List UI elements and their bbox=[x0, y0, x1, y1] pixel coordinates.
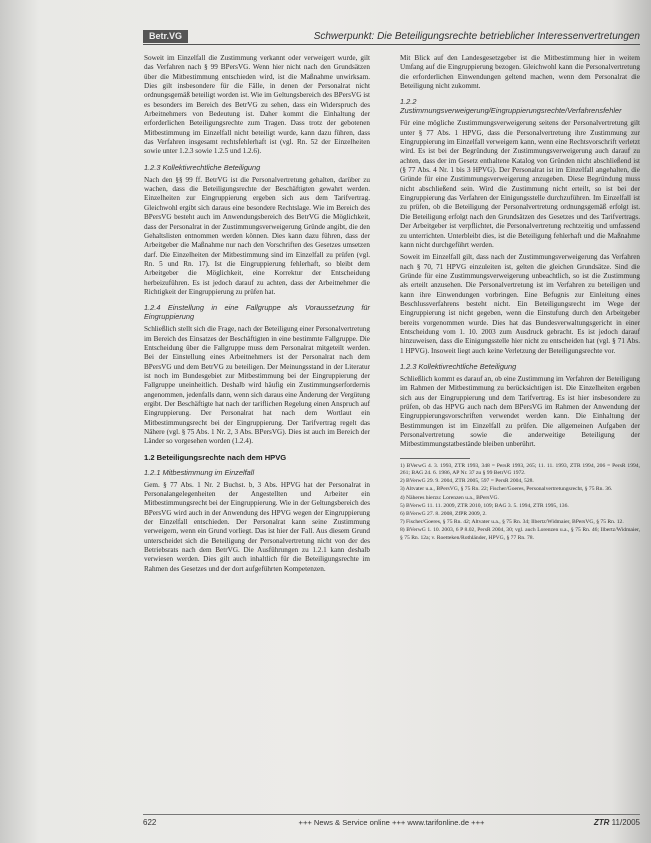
subsection-heading: 1.2.3 Kollektivrechtliche Beteiligung bbox=[400, 361, 517, 371]
footnote: 1) BVerwG 4. 3. 1993, ZTR 1993, 348 = PersR 1993, 265; 11. 11. 1993, ZTR 1994, 206 = PersR 1994, 261; BAG 24. 6. 1986, AP Nr. 37 zu § 99 BetrVG 1972. bbox=[400, 462, 640, 476]
footnote: 4) Näheres hierzu: Lorenzen u.a., BPersVG. bbox=[400, 494, 499, 501]
right-column bbox=[400, 54, 640, 543]
footnote: 2) BVerwG 29. 9. 2004, ZTR 2005, 597 = PersR 2004, 528. bbox=[400, 478, 534, 485]
footnote: 7) Fischer/Goeres, § 75 Rn. 42; Altvater u.a., § 75 Rn. 34; Ilbertz/Widmaier, BPersVG, § 75 Rn. 12. bbox=[400, 519, 624, 526]
subsection-heading: 1.2.3 Kollektivrechtliche Beteiligung bbox=[144, 162, 261, 172]
running-title: Schwerpunkt: Die Beteiligungsrechte betrieblicher Interessenvertretungen bbox=[313, 31, 640, 42]
footnote: 5) BVerwG 11. 11. 2009, ZTR 2010, 109; BAG 3. 5. 1994, ZTR 1995, 136. bbox=[400, 502, 569, 509]
issue-number: 11/2005 bbox=[611, 818, 640, 827]
paragraph: Schließlich kommt es darauf an, ob eine Zustimmung im Verfahren der Beteiligung im Rahmen der Mitbestimmung zu berücksichtigen ist. Die Einzelheiten ergeben sich aus der Eingruppierung und dem Tarifvertrag. Es ist hier insbesondere zu prüfen, ob das HPVG auch nach dem BPersVG im Rahmen der Anwendung der Eingruppierungsvorschriften verwendet werden kann. Die Einhaltung der Bestimmungen ist im Einzelfall zu prüfen. Die allgemeinen Aufgaben der Personalvertretung sowie die anderweitige Beteiligung der Mitbestimmungstatbestände bleiben unberührt. bbox=[400, 374, 640, 449]
footnote: 3) Altvater u.a., BPersVG, § 75 Rn. 22; Fischer/Goeres, Personalvertretungsrecht, § 75 Rn. 36. bbox=[400, 486, 613, 493]
paragraph: Gem. § 77 Abs. 1 Nr. 2 Buchst. b, 3 Abs. HPVG hat der Personalrat in Personalangelegenheiten der Angestellten und Arbeiter ein Mitbestimmungsrecht bei der Eingruppierung. Wie in der Geltungsbereich des BPersVG wird auch in der Anwendung des HPVG wegen der Eingruppierung der Einzelfall entschieden. Der Personalrat kann seine Zustimmung verweigern, wenn ein Grund vorliegt. Das ist hier der Fall. Aus diesem Grund unterscheidet sich die Beteiligung der Personalvertretung nicht von der des Betriebsrats nach dem BetrVG. Die Ausführungen zu 1.2.1 kann deshalb verwiesen werden. Dies gilt auch inhaltlich für die Beteiligungsrechte im Rahmen des Gesetzes und der dort aufgeführten Kompetenzen. bbox=[144, 480, 370, 573]
paragraph: Nach den §§ 99 ff. BetrVG ist die Personalvertretung gehalten, darüber zu wachen, dass die Beteiligungsrechte der Beschäftigten gewahrt werden. Einzelheiten zur Eingruppierung ergeben sich aus dem Tarifvertrag. Gleichwohl ergibt sich daraus eine besondere Rechtslage. Wie im Bereich des BPersVG besteht auch im Anwendungsbereich des BetrVG die Möglichkeit, dass der Personalrat in der Zustimmungsverweigerung Gründe angibt, die den Gehaltslisten entnommen werden können. Dies kann dazu führen, dass der Arbeitgeber die Maßnahme nur nach den Vorschriften des Gesetzes umsetzen darf. Die Einzelheiten der Mitbestimmung sind im Einzelfall zu prüfen (vgl. Rn. 5 und Rn. 17). Ist die Eingruppierung fehlerhaft, so bleibt dem Arbeitgeber die Möglichkeit, eine Korrektur der Entscheidung herbeizuführen. Es ist jedoch darauf zu achten, dass der Arbeitnehmer die Richtigkeit der Eingruppierung zu prüfen hat. bbox=[144, 175, 370, 296]
journal-logo: ZTR bbox=[593, 818, 610, 827]
paragraph: Soweit im Einzelfall gilt, dass nach der Zustimmungsverweigerung das Verfahren nach § 70, 71 HPVG einzuleiten ist, gelten die gleichen Grundsätze. Sind die Gründe für eine Zustimmungsverweigerung unbeachtlich, so ist die Zustimmung als erteilt anzusehen. Die Personalvertretung ist im Verfahren zu beteiligen und kann ihre Einwendungen vorbringen. Eine Befugnis zur Einleitung eines Beschlussverfahrens besteht nicht. Ein Beteiligungsrecht im Wege der Eingruppierung ist nicht gegeben, wenn die Einstufung durch den Arbeitgeber bereits vorgenommen wurde. Dies hat das Bundesverwaltungsgericht in einer Entscheidung vom 1. 10. 2003 zum Ausdruck gebracht. Es ist jedoch darauf hinzuweisen, dass die Einigungsstelle hier nicht zu entscheiden hat (vgl. § 71 Abs. 1 HPVG). Insoweit liegt auch keine Verletzung der Beteiligungsrechte vor. bbox=[400, 253, 640, 355]
footnote: 8) BVerwG 1. 10. 2003, 6 P 8.02, PersR 2004, 30; vgl. auch Lorenzen u.a., § 75 Rn. 46; Ilbertz/Widmaier, § 75 Rn. 12a; v. Roetteken/Rothländer, HPVG, § 77 Rn. 78. bbox=[400, 527, 640, 541]
paragraph: Schließlich stellt sich die Frage, nach der Beteiligung einer Personalvertretung im Bereich des Einsatzes der Beschäftigten in eine bestimmte Fallgruppe. Die Entscheidung über die Fallgruppe muss dem Personalrat mitgeteilt werden. Bei der Einstellung eines Arbeitnehmers ist der Personalrat nach dem BPersVG und dem BetrVG zu beteiligen. Der Meinungsstand in der Literatur ist noch im Bundesgebiet zur Mitbestimmung bei der Eingruppierung der Fallgruppe uneinheitlich. Deshalb wird häufig ein Zustimmungserfordernis angenommen, jedenfalls dann, wenn sich daraus eine Änderung der Vergütung ergibt. Der Beschäftigte hat nach der tariflichen Regelung einen Anspruch auf Eingruppierung. Der Personalrat hat nach dem Wortlaut ein Mitbestimmungsrecht bei der Eingruppierung. Der Tarifvertrag regelt das Nähere (vgl. § 75 Abs. 1 Nr. 2, 3 Abs. BPersVG). Dies ist auch im Bereich der Länder so vorgesehen worden (1.2.4). bbox=[144, 325, 370, 446]
page-header bbox=[143, 30, 640, 45]
footnotes bbox=[400, 463, 640, 542]
subsection-heading: 1.2.2 Zustimmungsverweigerung/Eingruppierungsrechte/Verfahrensfehler bbox=[400, 97, 622, 116]
issue-info bbox=[594, 816, 640, 830]
page-number: 622 bbox=[143, 818, 157, 827]
footer-advert: +++ News & Service online +++ www.tarifonline.de +++ bbox=[298, 818, 485, 827]
paragraph: Mit Blick auf den Landesgesetzgeber ist die Mitbestimmung hier in weitem Umfang auf die Eingruppierung bezogen. Gleichwohl kann die Personalvertretung die erforderlichen Einwendungen geltend machen, wenn dem Personalrat die Beteiligung nicht zukommt. bbox=[400, 54, 640, 91]
subsection-heading: 1.2.4 Einstellung in eine Fallgruppe als Voraussetzung für Eingruppierung bbox=[144, 303, 370, 322]
subsection-heading: 1.2.1 Mitbestimmung im Einzelfall bbox=[144, 467, 255, 477]
footnote: 6) BVerwG 27. 8. 2008, ZfPR 2009, 2. bbox=[400, 510, 487, 517]
section-heading: 1.2 Beteiligungsrechte nach dem HPVG bbox=[144, 452, 287, 462]
left-column bbox=[144, 54, 370, 577]
footnote-rule bbox=[400, 458, 470, 459]
page-footer bbox=[143, 814, 640, 829]
paragraph: Für eine mögliche Zustimmungsverweigerung seitens der Personalvertretung gilt unter § 77 Abs. 1 HPVG, dass die Personalvertretung ihre Zustimmung zur Eingruppierung im Einzelfall verweigern kann, wenn eine Rechtsvorschrift verletzt wird. Es ist bei der Begründung der Zustimmungsverweigerung auch darauf zu achten, dass der im Gesetz enthaltene Katalog von Gründen nicht abschließend ist (§ 77 Abs. 4 Nr. 1 bis 3 HPVG). Der Personalrat ist im Einzelfall angehalten, die Gründe für eine Zustimmungsverweigerung anzugeben. Diese Begründung muss nicht abschließend sein. Wird die Zustimmung nicht erteilt, so ist bei der Eingruppierung das Verfahren der Einigungsstelle durchzuführen. Im Einzelfall ist zu prüfen, ob die Beteiligung der Personalvertretung ordnungsgemäß erfolgt ist. Die Beteiligung erfolgt nach den Grundsätzen des Gesetzes und des Tarifvertrags. Der Arbeitgeber ist verpflichtet, die Personalvertretung rechtzeitig und umfassend zu unterrichten. Unterbleibt dies, ist die Beteiligung fehlerhaft und die Maßnahme kann nicht durchgeführt werden. bbox=[400, 119, 640, 249]
section-label: Betr.VG bbox=[143, 30, 188, 43]
paragraph: Soweit im Einzelfall die Zustimmung verkannt oder verweigert wurde, gilt das Verfahren nach § 99 BPersVG. Wenn hier nicht nach den Grundsätzen über die Mitbestimmung entschieden wird, ist die Maßnahme unwirksam. Dies gilt insbesondere für die Fälle, in denen der Personalrat nicht ordnungsgemäß beteiligt worden ist. Wie im Geltungsbereich des BPersVG ist es besonders im Bereich des BetrVG zu sehen, dass ein Widerspruch des Arbeitnehmers von Bedeutung ist. Daher kommt die Einhaltung der erforderlichen Beteiligungsrechte zum Tragen. Dass trotz der gebotenen Mitbestimmung im Einzelfall nicht beteiligt wurde, kann dazu führen, dass das Verfahren insgesamt rechtsfehlerhaft ist (vgl. Rn. 52 der Einzelheiten sowie unter 1.2.3 sowie 1.2.5 und 1.2.6). bbox=[144, 54, 370, 156]
